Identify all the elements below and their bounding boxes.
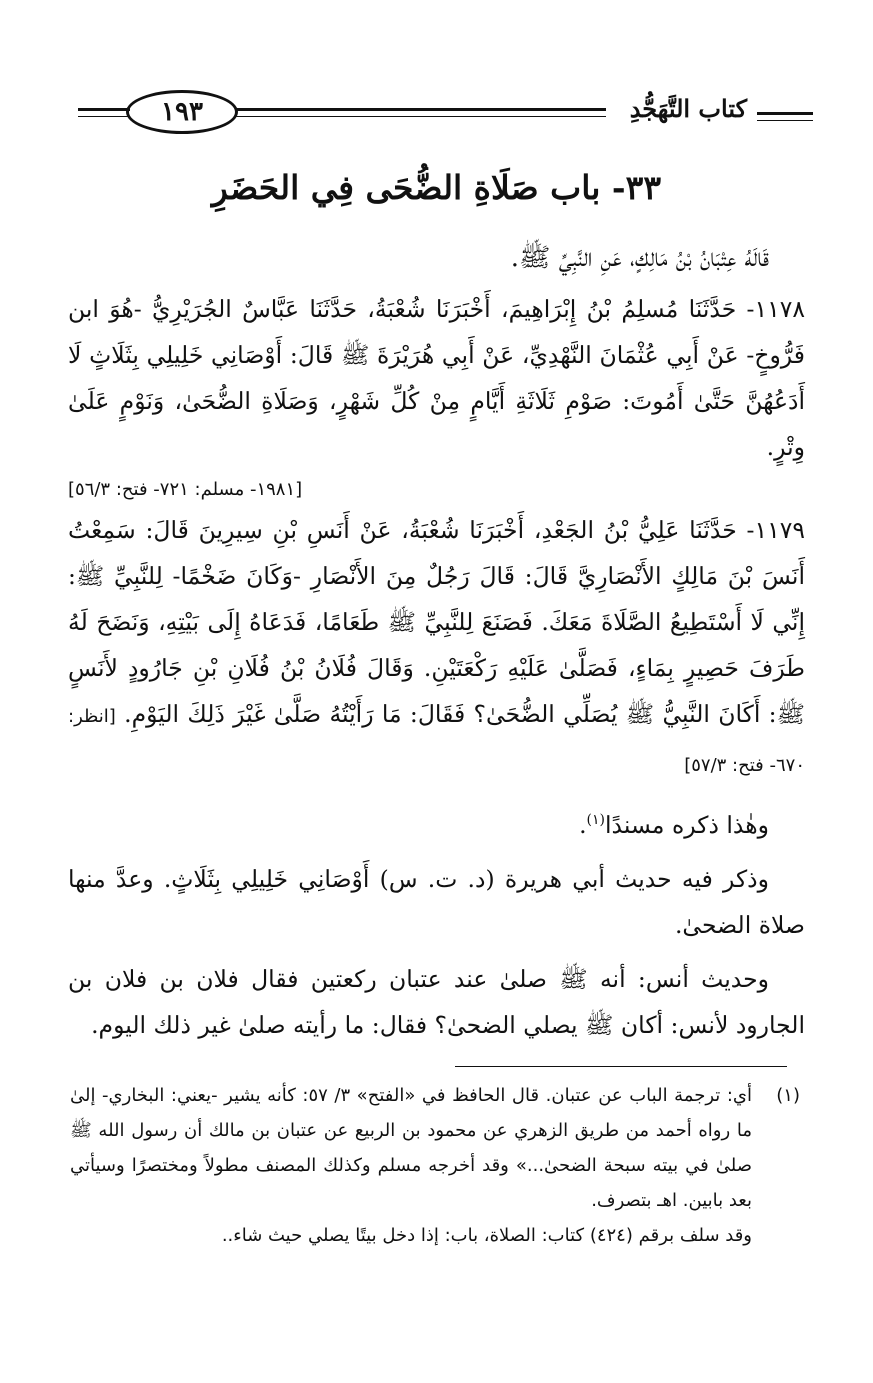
hadith-1178 [68,286,805,470]
hadith-1179 [68,507,805,789]
hadith-1179-ref-text: [انظر: ٦٧٠- فتح: ٥٧/٣] [68,706,805,776]
commentary-paragraph-3: وحديث أنس: أنه ﷺ صلىٰ عند عتبان ركعتين فقال فلان بن فلان بن الجارود لأنس: أكان ﷺ يصلي الضحىٰ؟ فقال: ما رأيته صلىٰ غير ذلك اليوم. [68,964,805,1039]
hadith-1179-text: ١١٧٩- حَدَّثَنَا عَلِيُّ بْنُ الجَعْدِ، أَخْبَرَنَا شُعْبَةُ، عَنْ أَنَسِ بْنِ سِيرِينَ قَالَ: سَمِعْتُ أَنَسَ بْنَ مَالِكٍ الأَنْصَارِيَّ قَالَ: قَالَ رَجُلٌ مِنَ الأَنْصَارِ -وَكَانَ ضَخْمًا- لِلنَّبِيِّ ﷺ: إِنِّي لَا أَسْتَطِيعُ الصَّلَاةَ مَعَكَ. فَصَنَعَ لِلنَّبِيِّ ﷺ طَعَامًا، فَدَعَاهُ إِلَى بَيْتِهِ، وَنَضَحَ لَهُ طَرَفَ حَصِيرٍ بِمَاءٍ، فَصَلَّىٰ عَلَيْهِ رَكْعَتَيْنِ. وَقَالَ فُلَانُ بْنُ فُلَانِ بْنِ جَارُودٍ لأَنَسٍ ﷺ: أَكَانَ النَّبِيُّ ﷺ يُصَلِّي الضُّحَىٰ؟ فَقَالَ: مَا رَأَيْتُهُ صَلَّىٰ غَيْرَ ذَلِكَ اليَوْمِ. [68,516,805,728]
commentary-paragraph-1 [68,797,805,848]
footnotes [70,1078,800,1253]
footnote-marker: (١) [586,812,606,828]
page-number-text: ١٩٣ [161,97,203,127]
hadith-1178-reference [68,470,805,507]
footnote-1-mark: (١) [776,1085,800,1106]
main-text [68,230,805,1048]
footnote-1 [70,1078,800,1218]
commentary-1-end: . [579,810,587,839]
book-title: كتاب التَّهَجُّدِ [629,94,747,123]
hadith-1178-text: ١١٧٨- حَدَّثَنَا مُسلِمُ بْنُ إِبْرَاهِيمَ، أَخْبَرَنَا شُعْبَةُ، حَدَّثَنَا عَبَّاسٌ الجُرَيْرِيُّ -هُوَ ابن فَرُّوخٍ- عَنْ أَبِي عُثْمَانَ النَّهْدِيِّ، عَنْ أَبِي هُرَيْرَةَ ﷺ قَالَ: أَوْصَانِي خَلِيلِي بِثَلَاثٍ لَا أَدَعُهُنَّ حَتَّىٰ أَمُوتَ: صَوْمِ ثَلَاثَةِ أَيَّامٍ مِنْ كُلِّ شَهْرٍ، وَصَلَاةِ الضُّحَىٰ، وَنَوْمٍ عَلَىٰ وِتْرٍ. [68,295,805,461]
commentary-paragraph-2: وذكر فيه حديث أبي هريرة (د. ت. س) أَوْصَانِي خَلِيلِي بِثَلَاثٍ. وعدَّ منها صلاة الضحىٰ. [68,864,805,939]
page-number [126,90,238,134]
chapter-intro: قَالَهُ عِتْبَانُ بْنُ مَالِكٍ، عَنِ النَّبِيِّ ﷺ. [510,243,769,273]
hadith-1178-ref-text: [١٩٨١- مسلم: ٧٢١- فتح: ٥٦/٣] [68,479,303,500]
footnote-1-text: أي: ترجمة الباب عن عتبان. قال الحافظ في «الفتح» ٣/ ٥٧: كأنه يشير -يعني: البخاري- إلىٰ ما رواه أحمد من طريق الزهري عن محمود بن الربيع عن عتبان بن مالك أن رسول الله ﷺ صلىٰ في بيته سبحة الضحىٰ...» وقد أخرجه مسلم وكذلك المصنف مطولاً ومختصرًا وسيأتي بعد بابين. اهـ بتصرف. [70,1085,752,1211]
chapter-title: ٣٣- باب صَلَاةِ الضُّحَى فِي الحَضَرِ [211,168,662,207]
footnote-separator [455,1066,787,1067]
footnote-1-continuation: وقد سلف برقم (٤٢٤) كتاب: الصلاة، باب: إذا دخل بيتًا يصلي حيث شاء.. [221,1225,752,1246]
running-header [78,88,813,142]
header-rule-middle-top [236,108,606,111]
header-rule-left-top [78,108,130,111]
header-rule-right-bottom [757,120,813,121]
commentary-1-text: وهٰذا ذكره مسندًا [605,810,769,839]
header-rule-left-bottom [78,116,130,117]
header-rule-right-top [757,112,813,115]
header-rule-middle-bottom [236,116,606,117]
